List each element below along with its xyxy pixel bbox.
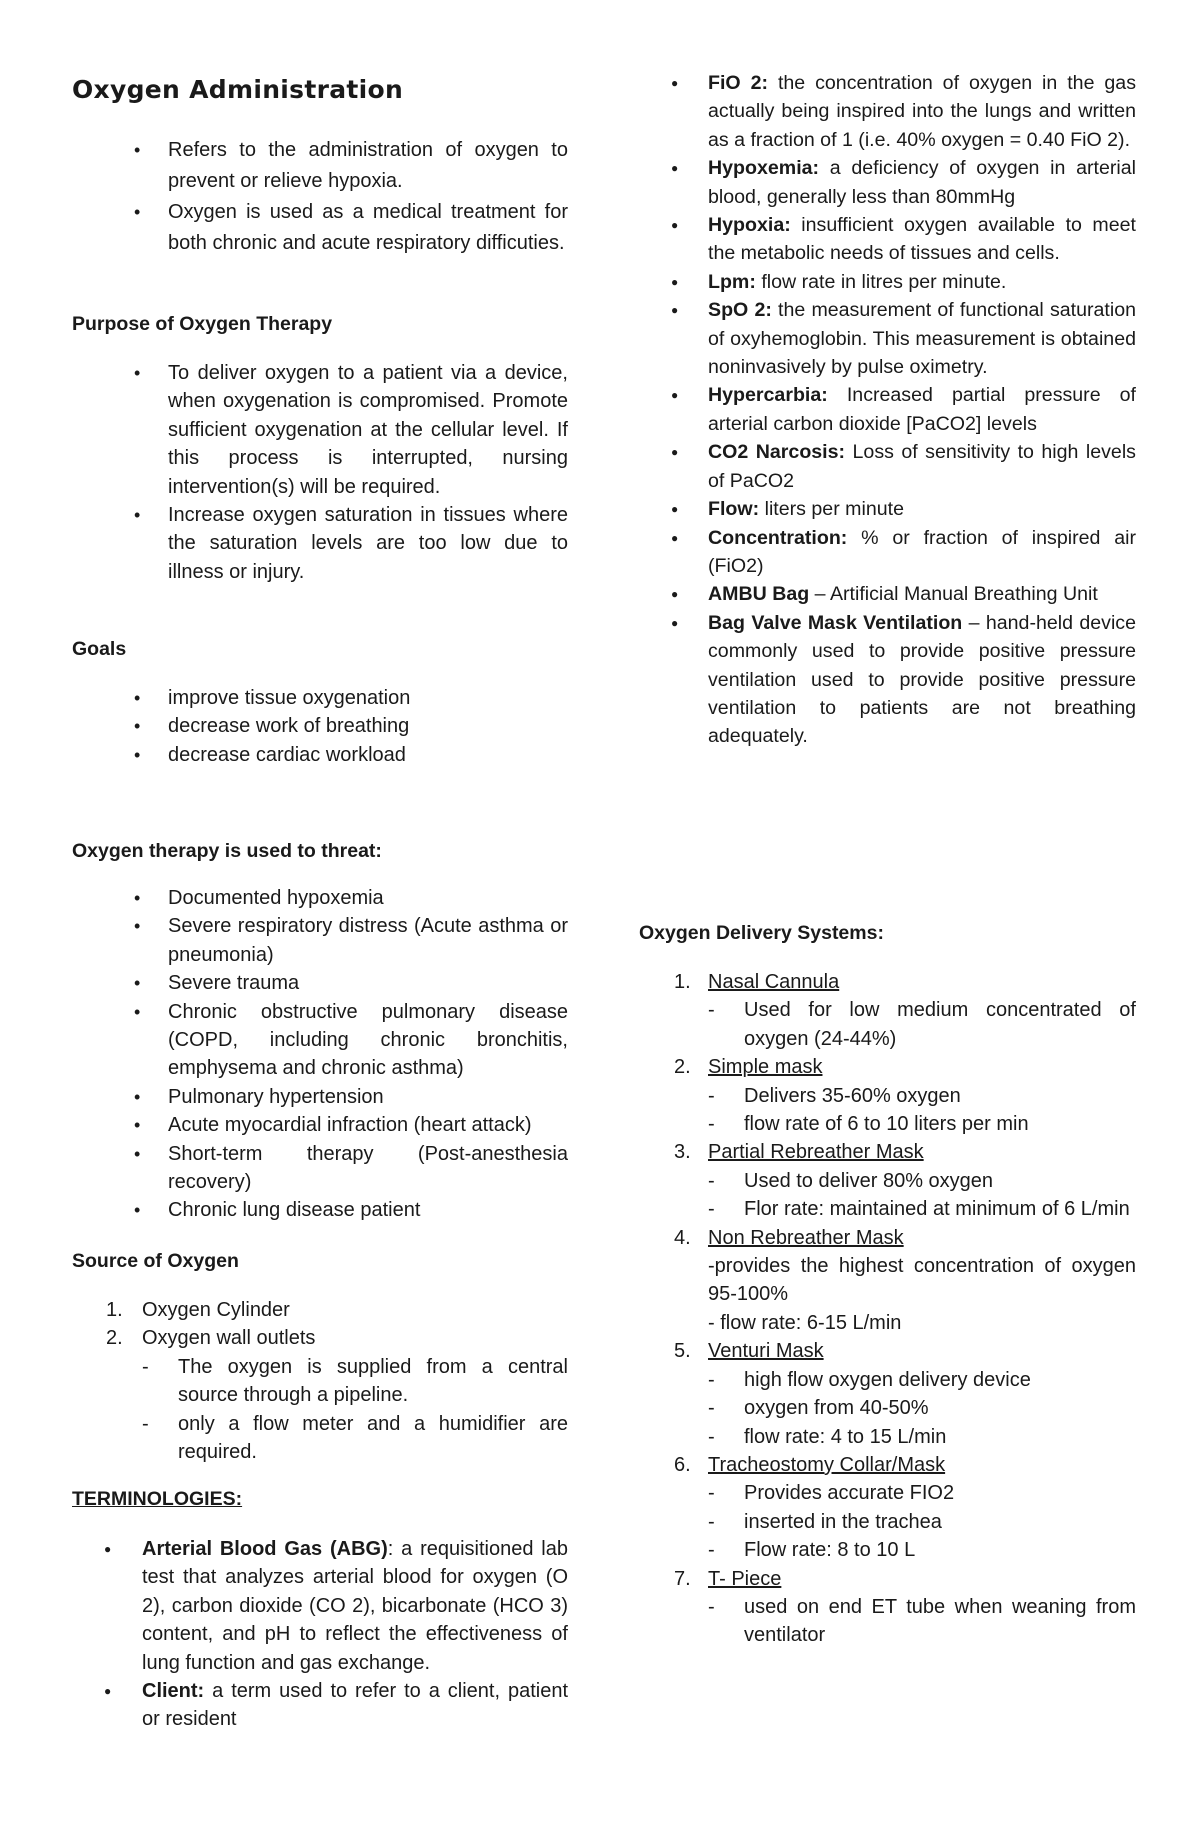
- goals-heading: Goals: [72, 638, 127, 660]
- term-definition: a term used to refer to a client, patient or resident: [142, 1680, 568, 1731]
- sub-item: - Flow rate: 8 to 10 L: [708, 1536, 1136, 1564]
- list-item: [636, 1337, 1136, 1451]
- list-item: • Oxygen is used as a medical treatment for both chronic and acute respiratory difficuties.: [72, 197, 568, 259]
- list-item: • decrease work of breathing: [72, 712, 568, 740]
- list-item: [636, 1224, 1136, 1338]
- term-name: SpO 2:: [708, 299, 772, 322]
- term-item: [72, 1677, 568, 1734]
- term-definition: the measurement of functional saturation of oxyhemoglobin. This measurement is obtained noninvasively by pulse oximetry.: [708, 299, 1136, 379]
- term-item: [636, 154, 1136, 211]
- term-definition: Increased partial pressure of arterial carbon dioxide [PaCO2] levels: [708, 384, 1136, 435]
- term-name: AMBU Bag: [708, 583, 810, 606]
- list-item: [636, 1565, 1136, 1650]
- item-name: Non Rebreather Mask: [708, 1226, 904, 1249]
- sub-item: - high flow oxygen delivery device: [708, 1366, 1136, 1394]
- item-name: Partial Rebreather Mask: [708, 1141, 924, 1164]
- sub-item: - Provides accurate FIO2: [708, 1479, 1136, 1507]
- item-detail: -provides the highest concentration of oxygen 95-100%: [708, 1255, 1136, 1306]
- list-item: • Severe trauma: [72, 969, 568, 997]
- term-name: FiO 2:: [708, 72, 769, 94]
- terminologies-heading: TERMINOLOGIES:: [72, 1488, 243, 1510]
- term-definition: flow rate in litres per minute.: [755, 270, 1007, 293]
- term-item: [636, 580, 1136, 608]
- delivery-heading: Oxygen Delivery Systems:: [639, 922, 884, 944]
- term-name: Client:: [142, 1680, 205, 1703]
- list-item: • Severe respiratory distress (Acute asthma or pneumonia): [72, 912, 568, 969]
- list-item: • Short-term therapy (Post-anesthesia recovery): [72, 1140, 568, 1197]
- item-name: Tracheostomy Collar/Mask: [708, 1453, 946, 1476]
- term-item: [636, 609, 1136, 751]
- threat-heading: Oxygen therapy is used to threat:: [72, 840, 382, 862]
- item-number: 6.: [674, 1453, 691, 1476]
- term-name: CO2 Narcosis:: [708, 441, 846, 464]
- term-name: Arterial Blood Gas (ABG): [142, 1538, 388, 1560]
- sub-item: - Used to deliver 80% oxygen: [708, 1167, 1136, 1195]
- goals-list: [72, 684, 568, 769]
- terminology-list-right: [636, 69, 1136, 751]
- term-name: Hypoxemia:: [708, 157, 820, 180]
- item-number: 5.: [674, 1340, 691, 1363]
- item-number: 7.: [674, 1567, 691, 1590]
- term-name: Concentration:: [708, 526, 848, 549]
- list-item: • improve tissue oxygenation: [72, 684, 568, 712]
- list-item: [636, 1053, 1136, 1138]
- list-item: • decrease cardiac workload: [72, 741, 568, 769]
- item-name: Venturi Mask: [708, 1340, 824, 1363]
- term-item: [636, 69, 1136, 154]
- list-item: • To deliver oxygen to a patient via a device, when oxygenation is compromised. Promote sufficient oxygenation at the cellular level. If this process is interrupted, nursing intervention(s) will be required.: [72, 359, 568, 501]
- delivery-list: [636, 968, 1136, 1650]
- term-definition: a deficiency of oxygen in arterial blood, generally less than 80mmHg: [708, 157, 1136, 208]
- page-title: Oxygen Administration: [72, 75, 404, 104]
- term-name: Hypercarbia:: [708, 384, 828, 407]
- sub-item: - flow rate: 4 to 15 L/min: [708, 1423, 1136, 1451]
- sub-item: - inserted in the trachea: [708, 1508, 1136, 1536]
- sub-item: - The oxygen is supplied from a central source through a pipeline.: [142, 1353, 568, 1410]
- threat-list: [72, 884, 568, 1225]
- term-item: [636, 438, 1136, 495]
- term-item: [636, 211, 1136, 268]
- item-text: Oxygen wall outlets: [142, 1327, 316, 1350]
- sub-item: - Delivers 35-60% oxygen: [708, 1082, 1136, 1110]
- item-name: Simple mask: [708, 1056, 823, 1079]
- item-detail: - flow rate: 6-15 L/min: [708, 1311, 902, 1334]
- term-definition: % or fraction of inspired air (FiO2): [708, 526, 1136, 577]
- item-name: Nasal Cannula: [708, 971, 840, 993]
- term-item: [636, 524, 1136, 581]
- term-name: Bag Valve Mask Ventilation: [708, 611, 963, 634]
- list-item: [72, 1296, 568, 1324]
- item-number: 1.: [674, 971, 691, 993]
- term-item: [72, 1535, 568, 1677]
- term-definition: the concentration of oxygen in the gas actually being inspired into the lungs and written as a fraction of 1 (i.e. 40% oxygen = 0.40 FiO 2).: [708, 72, 1136, 151]
- sub-item: - used on end ET tube when weaning from ventilator: [708, 1593, 1136, 1650]
- term-name: Hypoxia:: [708, 214, 791, 237]
- purpose-heading: Purpose of Oxygen Therapy: [72, 313, 333, 335]
- source-heading: Source of Oxygen: [72, 1250, 239, 1272]
- term-item: [636, 296, 1136, 381]
- item-number: 3.: [674, 1141, 691, 1164]
- list-item: • Documented hypoxemia: [72, 884, 568, 912]
- purpose-list: [72, 359, 568, 586]
- term-name: Lpm:: [708, 270, 756, 293]
- item-name: T- Piece: [708, 1567, 782, 1590]
- list-item: • Refers to the administration of oxygen to prevent or relieve hypoxia.: [72, 135, 568, 197]
- term-definition: – hand-held device commonly used to provide positive pressure ventilation used to provide positive pressure ventilation to patients are not breathing adequately.: [708, 611, 1136, 748]
- list-item: • Increase oxygen saturation in tissues where the saturation levels are too low due to illness or injury.: [72, 501, 568, 586]
- intro-list: [72, 135, 568, 259]
- term-name: Flow:: [708, 498, 760, 521]
- term-definition: – Artificial Manual Breathing Unit: [809, 583, 1098, 606]
- sub-item: - only a flow meter and a humidifier are required.: [142, 1410, 568, 1467]
- list-item: • Chronic lung disease patient: [72, 1196, 568, 1224]
- sub-item: - flow rate of 6 to 10 liters per min: [708, 1110, 1136, 1138]
- item-number: 4.: [674, 1226, 691, 1249]
- item-number: 1.: [106, 1299, 123, 1321]
- list-item: • Pulmonary hypertension: [72, 1083, 568, 1111]
- list-item: • Acute myocardial infraction (heart attack): [72, 1111, 568, 1139]
- list-item: • Chronic obstructive pulmonary disease (COPD, including chronic bronchitis, emphysema and chronic asthma): [72, 998, 568, 1083]
- sub-item: - Flor rate: maintained at minimum of 6 L/min: [708, 1195, 1136, 1223]
- list-item: [636, 1138, 1136, 1223]
- term-definition: liters per minute: [759, 498, 904, 521]
- term-item: [636, 381, 1136, 438]
- term-definition: insufficient oxygen available to meet the metabolic needs of tissues and cells.: [708, 214, 1136, 265]
- list-item: [72, 1324, 568, 1466]
- term-item: [636, 268, 1136, 296]
- item-number: 2.: [106, 1327, 123, 1350]
- sub-item: - Used for low medium concentrated of oxygen (24-44%): [708, 996, 1136, 1053]
- list-item: [636, 1451, 1136, 1565]
- term-definition: Loss of sensitivity to high levels of PaCO2: [708, 441, 1136, 492]
- term-item: [636, 495, 1136, 523]
- item-text: Oxygen Cylinder: [142, 1299, 290, 1321]
- terminology-list-left: [72, 1535, 568, 1734]
- term-definition: : a requisitioned lab test that analyzes arterial blood for oxygen (O 2), carbon dioxide (CO 2), bicarbonate (HCO 3) content, and pH to reflect the effectiveness of lung function and gas exchange.: [142, 1538, 568, 1674]
- item-number: 2.: [674, 1056, 691, 1079]
- sub-item: - oxygen from 40-50%: [708, 1394, 1136, 1422]
- list-item: [636, 968, 1136, 1053]
- source-list: [72, 1296, 568, 1466]
